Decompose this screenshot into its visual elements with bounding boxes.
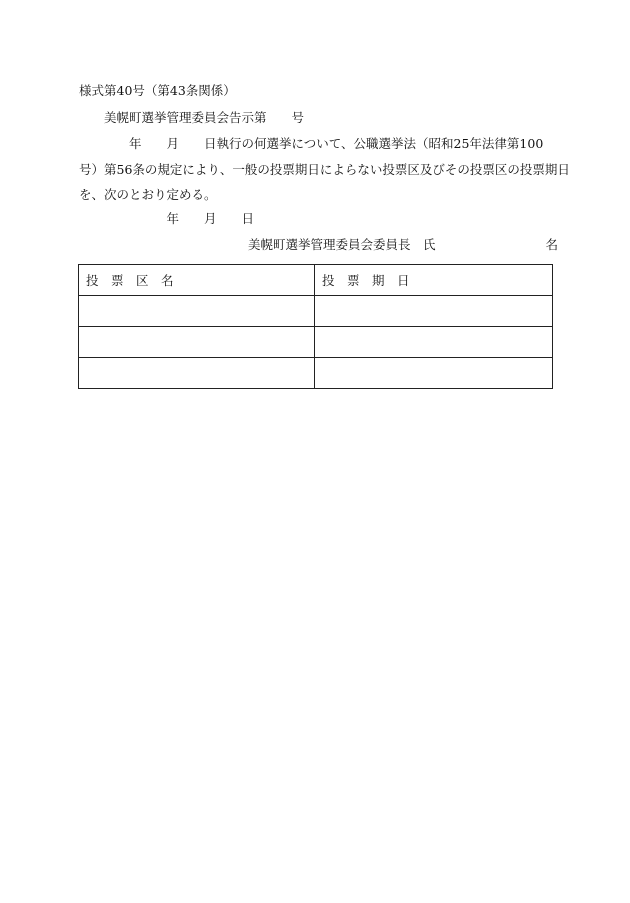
header-polling-district: 投 票 区 名 — [79, 265, 315, 296]
signer-title: 美幌町選挙管理委員会委員長 氏 — [248, 237, 436, 252]
header-polling-date: 投 票 期 日 — [315, 265, 553, 296]
table-row — [79, 327, 553, 358]
notice-body-line-2: 号）第56条の規定により、一般の投票期日によらない投票区及びその投票区の投票期日 — [79, 162, 570, 177]
signer-name-suffix: 名 — [545, 237, 559, 252]
table-row — [79, 296, 553, 327]
notice-body-line-1: 年 月 日執行の何選挙について、公職選挙法（昭和25年法律第100 — [79, 136, 544, 151]
polling-schedule-table — [78, 264, 553, 389]
table-header-row — [79, 265, 553, 296]
signature-line — [248, 237, 558, 253]
cell-polling-district — [79, 327, 315, 358]
cell-polling-date — [315, 327, 553, 358]
form-number: 様式第40号（第43条関係） — [79, 83, 236, 98]
table-row — [79, 358, 553, 389]
cell-polling-district — [79, 296, 315, 327]
notice-number: 美幌町選挙管理委員会告示第 号 — [104, 110, 305, 125]
cell-polling-district — [79, 358, 315, 389]
notice-date: 年 月 日 — [79, 211, 255, 226]
cell-polling-date — [315, 358, 553, 389]
notice-body-line-3: を、次のとおり定める。 — [79, 187, 217, 202]
cell-polling-date — [315, 296, 553, 327]
